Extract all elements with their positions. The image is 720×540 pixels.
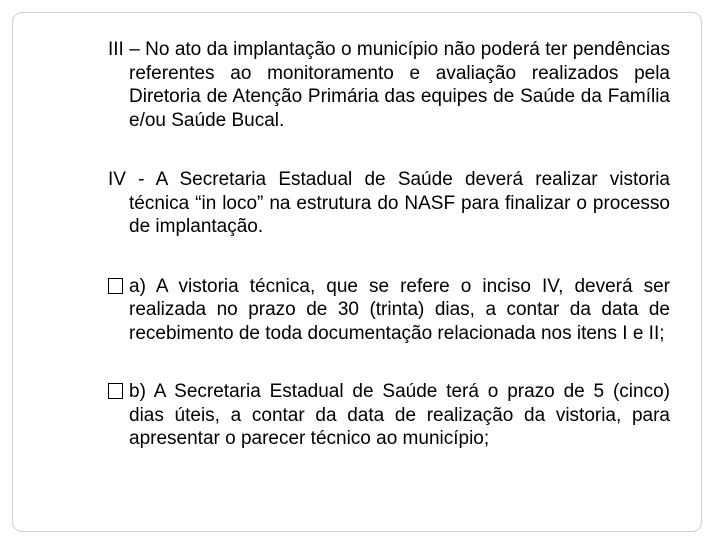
- paragraph-item-b: [108, 380, 670, 451]
- paragraph-text: b) A Secretaria Estadual de Saúde terá o prazo de 5 (cinco) dias úteis, a contar da data de realização da vistoria, para apresentar o parecer técnico ao município;: [129, 381, 670, 449]
- checkbox-square-icon: [108, 383, 123, 399]
- paragraph-item-a: [108, 275, 670, 346]
- paragraph-item-iii: [108, 38, 670, 132]
- paragraph-item-iv: [108, 168, 670, 239]
- slide-content: [108, 38, 670, 451]
- paragraph-text: IV - A Secretaria Estadual de Saúde deverá realizar vistoria técnica “in loco” na estrutura do NASF para finalizar o processo de implantação.: [108, 169, 670, 237]
- paragraph-text: a) A vistoria técnica, que se refere o inciso IV, deverá ser realizada no prazo de 30 (trinta) dias, a contar da data de recebimento de toda documentação relacionada nos itens I e II;: [129, 275, 670, 344]
- checkbox-square-icon: [108, 278, 123, 294]
- paragraph-text: III – No ato da implantação o município não poderá ter pendências referentes ao monitoramento e avaliação realizados pela Diretoria de Atenção Primária das equipes de Saúde da Família e/ou Saúde Bucal.: [108, 39, 670, 131]
